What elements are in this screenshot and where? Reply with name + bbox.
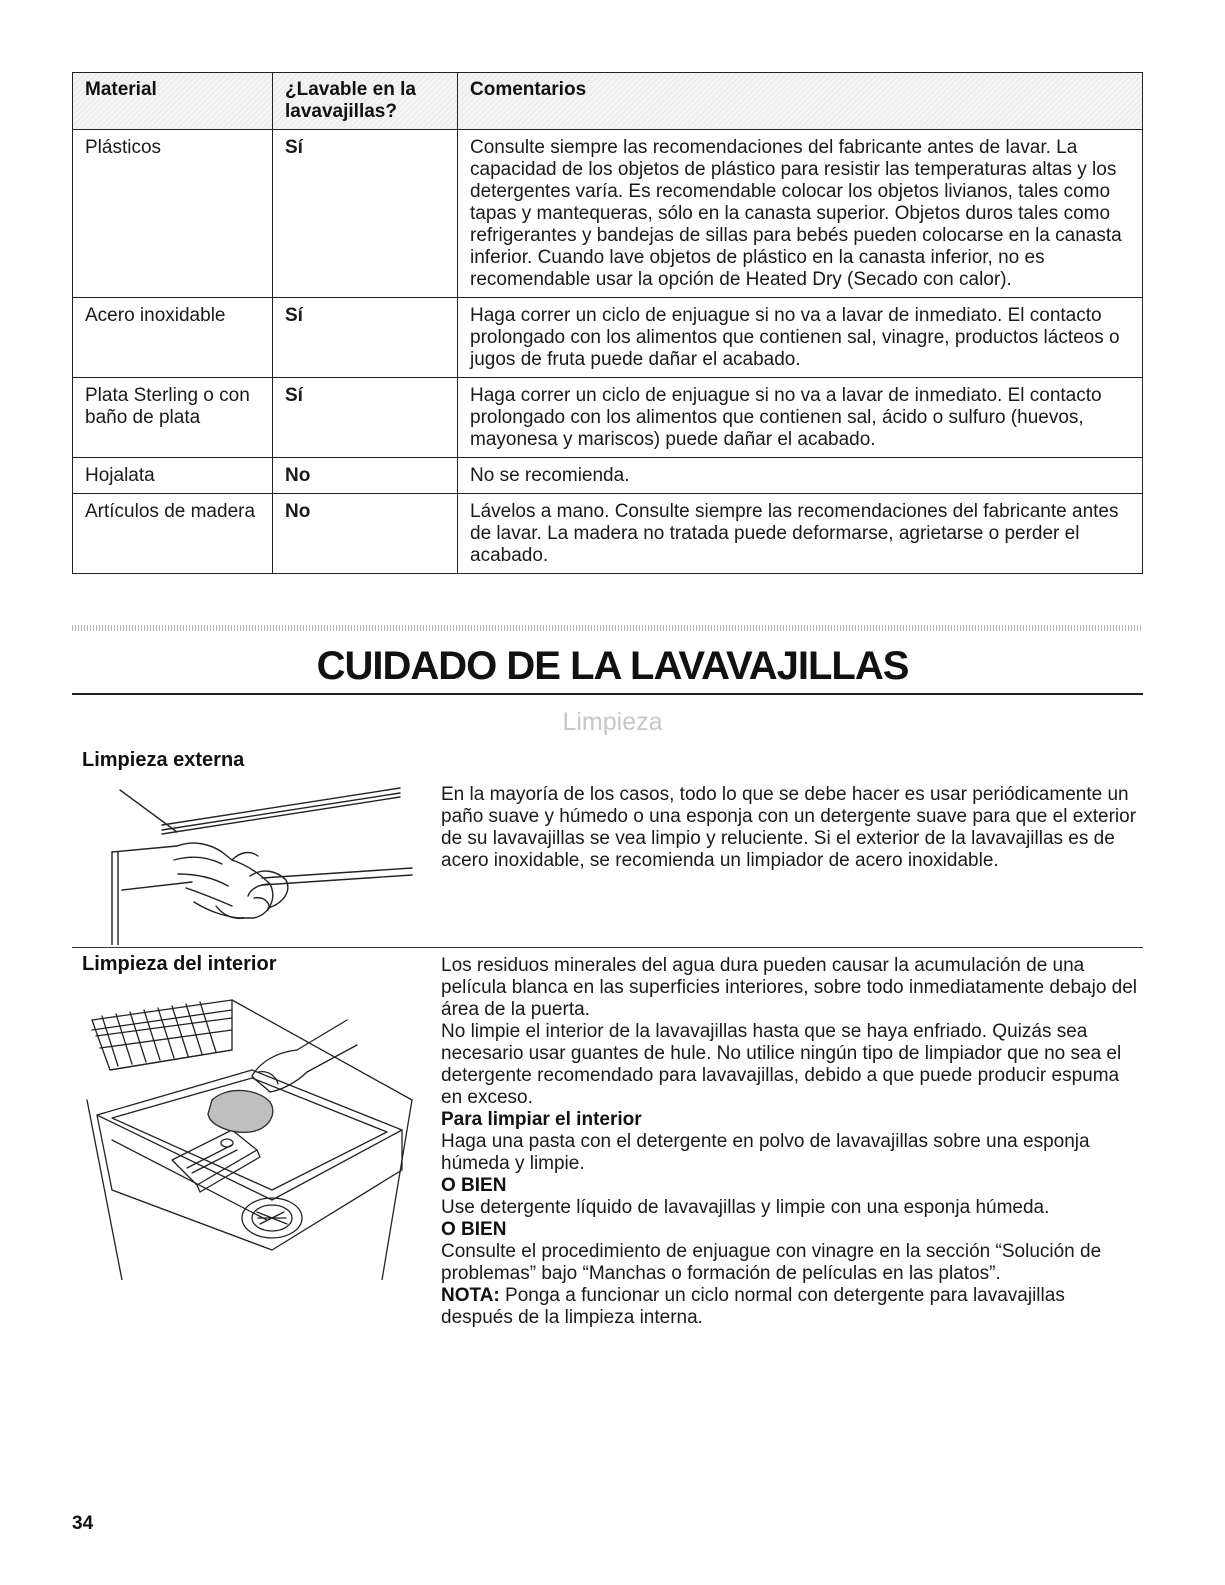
cell-washable: No [273,494,458,574]
interior-paragraph-2: No limpie el interior de la lavavajillas hasta que se haya enfriado. Quizás sea necesario usar guantes de hule. No utilice ningún tipo de limpiador que no sea el detergente recomendado para lavavajillas, debido a que puede producir espuma en exceso. [441,1021,1122,1108]
table-row [73,458,1143,494]
interior-paragraph-4: Use detergente líquido de lavavajillas y limpie con una esponja húmeda. [441,1197,1050,1218]
cell-washable: Sí [273,130,458,298]
page-number: 34 [72,1513,94,1534]
table-header-row [73,73,1143,130]
note-label: NOTA: [441,1285,500,1306]
cell-washable: No [273,458,458,494]
external-cleaning-heading: Limpieza externa [82,749,245,771]
section-divider [72,947,1143,948]
external-cleaning-text: En la mayoría de los casos, todo lo que se debe hacer es usar periódicamente un paño suave y húmedo o una esponja con un detergente suave para que el exterior de su lavavajillas se vea limpio y reluciente. Si el exterior de la lavavajillas es de acero inoxidable, se recomienda un limpiador de acero inoxidable. [441,784,1137,871]
cell-comments: Haga correr un ciclo de enjuague si no va a lavar de inmediato. El contacto prolongado con los alimentos que contienen sal, vinagre, productos lácteos o jugos de fruta puede dañar el acabado. [458,298,1143,378]
or-label-2: O BIEN [441,1219,507,1240]
cell-comments: Lávelos a mano. Consulte siempre las recomendaciones del fabricante antes de lavar. La madera no tratada puede deformarse, agrietarse o perder el acabado. [458,494,1143,574]
interior-paragraph-3: Haga una pasta con el detergente en polvo de lavavajillas sobre una esponja húmeda y limpie. [441,1131,1090,1174]
interior-subheading: Para limpiar el interior [441,1109,642,1130]
cell-material: Plata Sterling o con baño de plata [73,378,273,458]
interior-cleaning-illustration [82,990,422,1280]
subsection-title: Limpieza [562,708,663,736]
header-comments: Comentarios [458,73,1143,130]
table-row [73,378,1143,458]
interior-paragraph-5: Consulte el procedimiento de enjuague con vinagre en la sección “Solución de problemas” bajo “Manchas o formación de películas en las platos”. [441,1241,1102,1284]
cell-washable: Sí [273,298,458,378]
dotted-divider [72,625,1143,631]
interior-cleaning-heading: Limpieza del interior [82,953,277,975]
or-label-1: O BIEN [441,1175,507,1196]
note-text: Ponga a funcionar un ciclo normal con detergente para lavavajillas después de la limpieza interna. [441,1285,1065,1328]
cell-material: Hojalata [73,458,273,494]
cell-comments: No se recomienda. [458,458,1143,494]
table-row [73,130,1143,298]
cell-comments: Haga correr un ciclo de enjuague si no va a lavar de inmediato. El contacto prolongado con los alimentos que contienen sal, ácido o sulfuro (huevos, mayonesa y mariscos) puede dañar el acabado. [458,378,1143,458]
material-table [72,72,1143,574]
cell-comments: Consulte siempre las recomendaciones del fabricante antes de lavar. La capacidad de los objetos de plástico para resistir las temperaturas altas y los detergentes varía. Es recomendable colocar los objetos livianos, tales como tapas y mantequeras, sólo en la canasta superior. Objetos duros tales como refrigerantes y bandejas de sillas para bebés pueden colocarse en la canasta inferior. Cuando lave objetos de plástico en la canasta inferior, no es recomendable usar la opción de Heated Dry (Secado con calor). [458,130,1143,298]
cell-washable: Sí [273,378,458,458]
title-rule [72,693,1143,695]
header-material: Material [73,73,273,130]
exterior-cleaning-illustration [82,780,422,945]
header-washable: ¿Lavable en la lavavajillas? [273,73,458,130]
cell-material: Acero inoxidable [73,298,273,378]
interior-paragraph-1: Los residuos minerales del agua dura pueden causar la acumulación de una película blanca en las superficies interiores, sobre todo inmediatamente debajo del área de la puerta. [441,955,1138,1020]
cell-material: Plásticos [73,130,273,298]
table-row [73,494,1143,574]
table-row [73,298,1143,378]
interior-cleaning-body [441,955,1141,1329]
cell-material: Artículos de madera [73,494,273,574]
note [441,1285,1141,1329]
section-title: CUIDADO DE LA LAVAVAJILLAS [316,644,909,688]
